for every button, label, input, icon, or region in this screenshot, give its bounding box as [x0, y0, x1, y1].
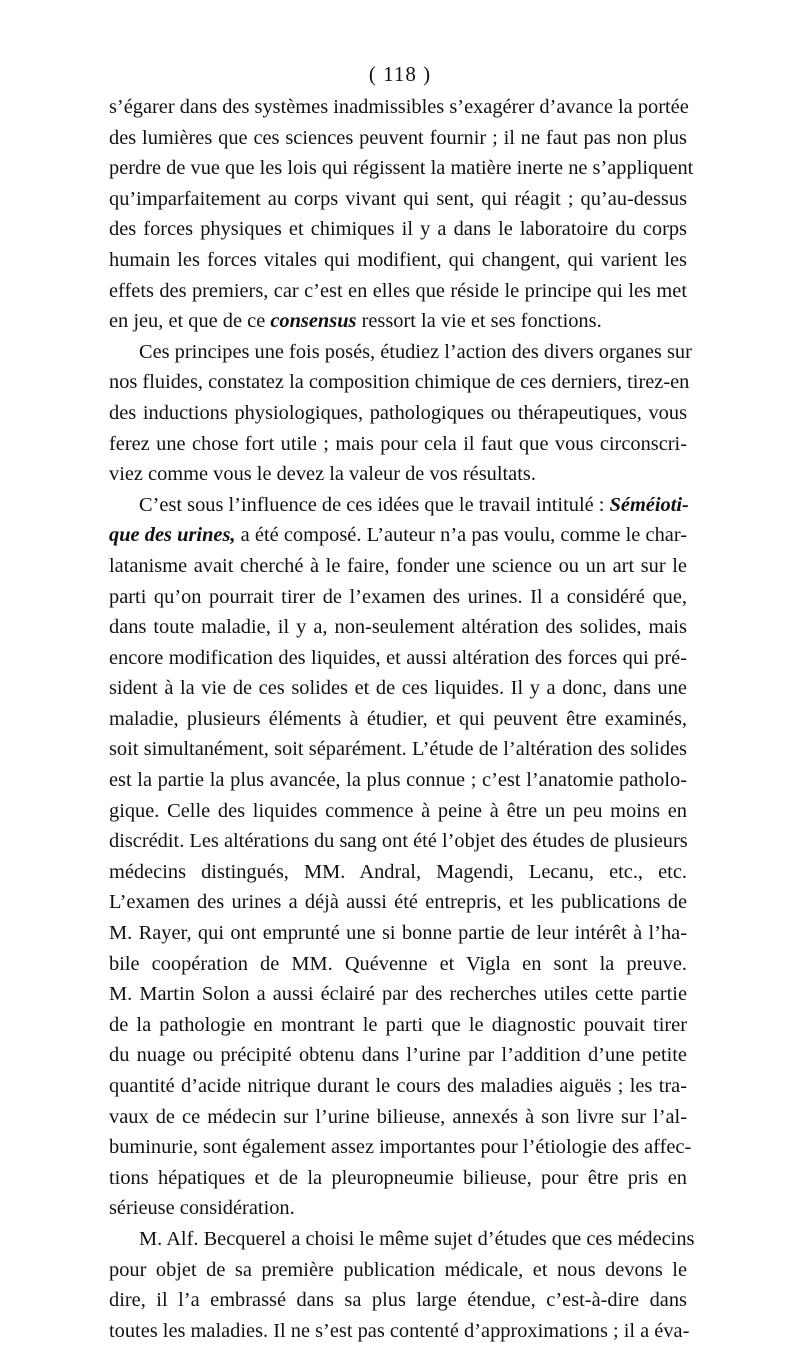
text-line: de la pathologie en montrant le parti que le diagnostic pouvait tirer: [109, 1013, 687, 1036]
text-line: discrédit. Les altérations du sang ont été l’objet des études de plusieurs: [109, 830, 688, 853]
text-line: que des urines, a été composé. L’auteur n’a pas voulu, comme le char-: [109, 524, 688, 547]
text-line: humain les forces vitales qui modifient, qui changent, qui varient les: [109, 248, 687, 271]
paragraph-3: [109, 490, 692, 1224]
text-line: ferez une chose fort utile ; mais pour cela il faut que vous circonscri-: [109, 432, 687, 455]
text-line: parti qu’on pourrait tirer de l’examen des urines. Il a considéré que,: [109, 585, 687, 608]
text-line: du nuage ou précipité obtenu dans l’urine par l’addition d’une petite: [109, 1044, 687, 1067]
text-line: gique. Celle des liquides commence à peine à être un peu moins en: [109, 799, 687, 822]
text-line: M. Rayer, qui ont emprunté une si bonne partie de leur intérêt à l’ha-: [109, 922, 687, 945]
text-line: vaux de ce médecin sur l’urine bilieuse, annexés à son livre sur l’al-: [109, 1105, 687, 1128]
text-line: des inductions physiologiques, pathologiques ou thérapeutiques, vous: [109, 401, 687, 424]
text-line: sident à la vie de ces solides et de ces liquides. Il y a donc, dans une: [109, 677, 687, 700]
text-line: buminurie, sont également assez importantes pour l’étiologie des affec-: [109, 1136, 692, 1159]
text-line: dire, il l’a embrassé dans sa plus large étendue, c’est-à-dire dans: [109, 1289, 687, 1312]
text-line: médecins distingués, MM. Andral, Magendi, Lecanu, etc., etc.: [109, 860, 687, 883]
paragraph-2: [109, 337, 692, 490]
text-line: en jeu, et que de ce consensus ressort la vie et ses fonctions.: [109, 310, 602, 333]
text-line: effets des premiers, car c’est en elles que réside le principe qui les met: [109, 279, 687, 302]
text-line: est la partie la plus avancée, la plus connue ; c’est l’anatomie patholo-: [109, 769, 687, 792]
text-line: s’égarer dans des systèmes inadmissibles s’exagérer d’avance la portée: [109, 96, 689, 118]
text-line: L’examen des urines a déjà aussi été entrepris, et les publications de: [109, 891, 687, 914]
text-line: M. Martin Solon a aussi éclairé par des recherches utiles cette partie: [109, 983, 687, 1006]
emphasized-text: Séméioti-: [609, 493, 689, 516]
text-line: maladie, plusieurs éléments à étudier, et qui peuvent être examinés,: [109, 707, 687, 730]
paragraph-4: [109, 1224, 695, 1346]
text-line: soit simultanément, soit séparément. L’étude de l’altération des solides: [109, 738, 687, 761]
text-line: qu’imparfaitement au corps vivant qui sent, qui réagit ; qu’au-dessus: [109, 187, 687, 210]
text-line: pour objet de sa première publication médicale, et nous devons le: [109, 1258, 687, 1281]
text-line: latanisme avait cherché à le faire, fonder une science ou un art sur le: [109, 554, 687, 577]
text-line: des forces physiques et chimiques il y a dans le laboratoire du corps: [109, 218, 687, 241]
paragraph-1: [109, 92, 694, 337]
text-line: nos fluides, constatez la composition chimique de ces derniers, tirez-en: [109, 371, 690, 394]
text-line: viez comme vous le devez la valeur de vos résultats.: [109, 463, 536, 486]
text-line: Ces principes une fois posés, étudiez l’action des divers organes sur: [139, 340, 692, 363]
text-line: toutes les maladies. Il ne s’est pas contenté d’approximations ; il a éva-: [109, 1319, 690, 1342]
body-text: [109, 92, 695, 1346]
text-line: dans toute maladie, il y a, non-seulement altération des solides, mais: [109, 616, 687, 639]
text-line: bile coopération de MM. Quévenne et Vigla en sont la preuve.: [109, 952, 687, 975]
text-line: C’est sous l’influence de ces idées que le travail intitulé : Séméioti-: [139, 493, 689, 516]
text-line: tions hépatiques et de la pleuropneumie bilieuse, pour être pris en: [109, 1166, 687, 1189]
text-line: des lumières que ces sciences peuvent fournir ; il ne faut pas non plus: [109, 126, 687, 149]
text-line: sérieuse considération.: [109, 1197, 295, 1220]
page-number: ( 118 ): [368, 62, 432, 86]
emphasized-text: que des urines,: [109, 524, 236, 547]
text-line: perdre de vue que les lois qui régissent la matière inerte ne s’appliquent: [109, 157, 694, 180]
text-line: M. Alf. Becquerel a choisi le même sujet d’études que ces médecins: [139, 1227, 695, 1250]
text-line: encore modification des liquides, et aussi altération des forces qui pré-: [109, 646, 687, 669]
text-line: quantité d’acide nitrique durant le cours des maladies aiguës ; les tra-: [109, 1075, 687, 1097]
emphasized-text: consensus: [270, 310, 357, 333]
